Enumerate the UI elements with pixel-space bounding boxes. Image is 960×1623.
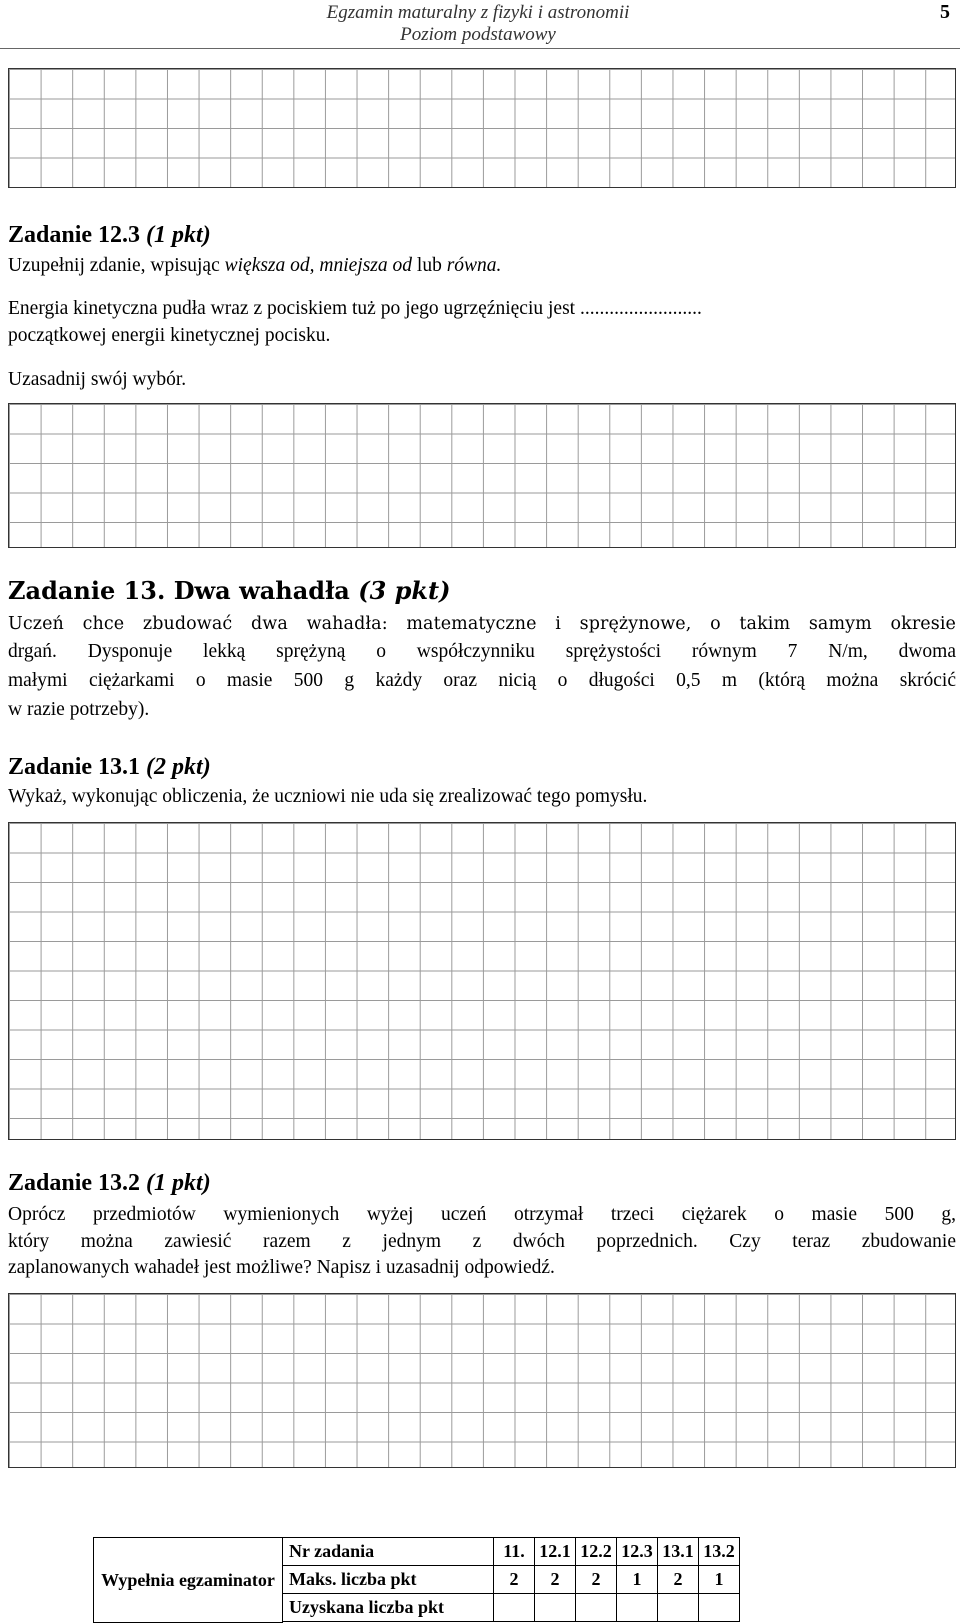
obtained-points-input[interactable] — [576, 1594, 617, 1622]
obtained-points-input[interactable] — [535, 1594, 576, 1622]
task-13-2-line2: który można zawiesić razem z jednym z dwóch poprzednich. Czy teraz zbudowanie — [8, 1231, 956, 1252]
task-number-cell: 13.2 — [699, 1538, 740, 1566]
task-13-1-points: (2 pkt) — [146, 754, 211, 780]
page-number: 5 — [940, 1, 950, 23]
max-points-cell: 1 — [699, 1566, 740, 1594]
task-13-2-line3: zaplanowanych wahadeł jest możliwe? Napisz i uzasadnij odpowiedź. — [8, 1257, 555, 1278]
task-13-2-points: (1 pkt) — [146, 1170, 211, 1196]
max-points-cell: 2 — [576, 1566, 617, 1594]
task-13-2-line1: Oprócz przedmiotów wymienionych wyżej uczeń otrzymał trzeci ciężarek o masie 500 g, — [8, 1204, 956, 1225]
row-label-max-points: Maks. liczba pkt — [283, 1566, 494, 1594]
task-12-3-justify-prompt: Uzasadnij swój wybór. — [8, 369, 187, 390]
option-equal: równa. — [446, 255, 502, 276]
task-number-cell: 11. — [494, 1538, 535, 1566]
task-number-cell: 12.2 — [576, 1538, 617, 1566]
obtained-points-input[interactable] — [699, 1594, 740, 1622]
examiner-label: Wypełnia egzaminator — [93, 1537, 283, 1623]
task-13-points: (3 pkt) — [358, 576, 451, 605]
obtained-points-input[interactable] — [658, 1594, 699, 1622]
row-label-task-number: Nr zadania — [283, 1538, 494, 1566]
task-13-number: Zadanie 13. Dwa wahadła — [8, 576, 350, 605]
task-13-1-title — [8, 752, 211, 782]
task-13-line2: drgań. Dysponuje lekką sprężyną o współczynniku sprężystości równym 7 N/m, dwoma — [8, 641, 956, 662]
max-points-cell: 2 — [535, 1566, 576, 1594]
max-points-cell: 1 — [617, 1566, 658, 1594]
answer-grid-13-2[interactable] — [8, 1293, 956, 1468]
task-12-3-points: (1 pkt) — [146, 222, 211, 248]
instruction-prefix: Uzupełnij zdanie, wpisując — [8, 255, 225, 276]
obtained-points-input[interactable] — [617, 1594, 658, 1622]
task-13-1-number: Zadanie 13.1 — [8, 754, 141, 780]
answer-grid-13-1[interactable] — [8, 822, 956, 1140]
option-larger-smaller: większa od, mniejsza od — [224, 255, 413, 276]
task-12-3-instruction — [8, 252, 956, 280]
task-number-cell: 12.1 — [535, 1538, 576, 1566]
task-13-2-number: Zadanie 13.2 — [8, 1170, 141, 1196]
task-13-title — [8, 576, 450, 606]
task-13-2-title — [8, 1168, 211, 1198]
task-12-3-sentence-line2: początkowej energii kinetycznej pocisku. — [8, 325, 331, 346]
exam-level: Poziom podstawowy — [400, 24, 556, 45]
task-13-line1: Uczeń chce zbudować dwa wahadła: matematyczne i sprężynowe, o takim samym okresie — [8, 614, 956, 634]
exam-title: Egzamin maturalny z fizyki i astronomii — [326, 2, 630, 23]
answer-grid-12-3[interactable] — [8, 403, 956, 548]
task-13-line4: w razie potrzeby). — [8, 699, 150, 720]
obtained-points-input[interactable] — [494, 1594, 535, 1622]
instruction-mid: lub — [412, 255, 447, 276]
score-row-obtained-points — [283, 1594, 740, 1622]
row-label-obtained-points: Uzyskana liczba pkt — [283, 1594, 494, 1622]
page-header — [0, 0, 960, 49]
score-table — [282, 1537, 740, 1622]
task-13-line3: małymi ciężarkami o masie 500 g każdy oraz nicią o długości 0,5 m (którą można skrócić — [8, 670, 956, 691]
task-number-cell: 12.3 — [617, 1538, 658, 1566]
score-row-task-numbers — [283, 1538, 740, 1566]
task-12-3-number: Zadanie 12.3 — [8, 222, 141, 248]
answer-grid-12-2[interactable] — [8, 68, 956, 188]
task-13-1-text: Wykaż, wykonując obliczenia, że uczniowi nie uda się zrealizować tego pomysłu. — [8, 786, 648, 807]
task-12-3-sentence-line1: Energia kinetyczna pudła wraz z pociskiem tuż po jego ugrzęźnięciu jest ......................... — [8, 298, 702, 319]
task-12-3-title — [8, 220, 211, 250]
max-points-cell: 2 — [494, 1566, 535, 1594]
max-points-cell: 2 — [658, 1566, 699, 1594]
task-number-cell: 13.1 — [658, 1538, 699, 1566]
score-row-max-points — [283, 1566, 740, 1594]
